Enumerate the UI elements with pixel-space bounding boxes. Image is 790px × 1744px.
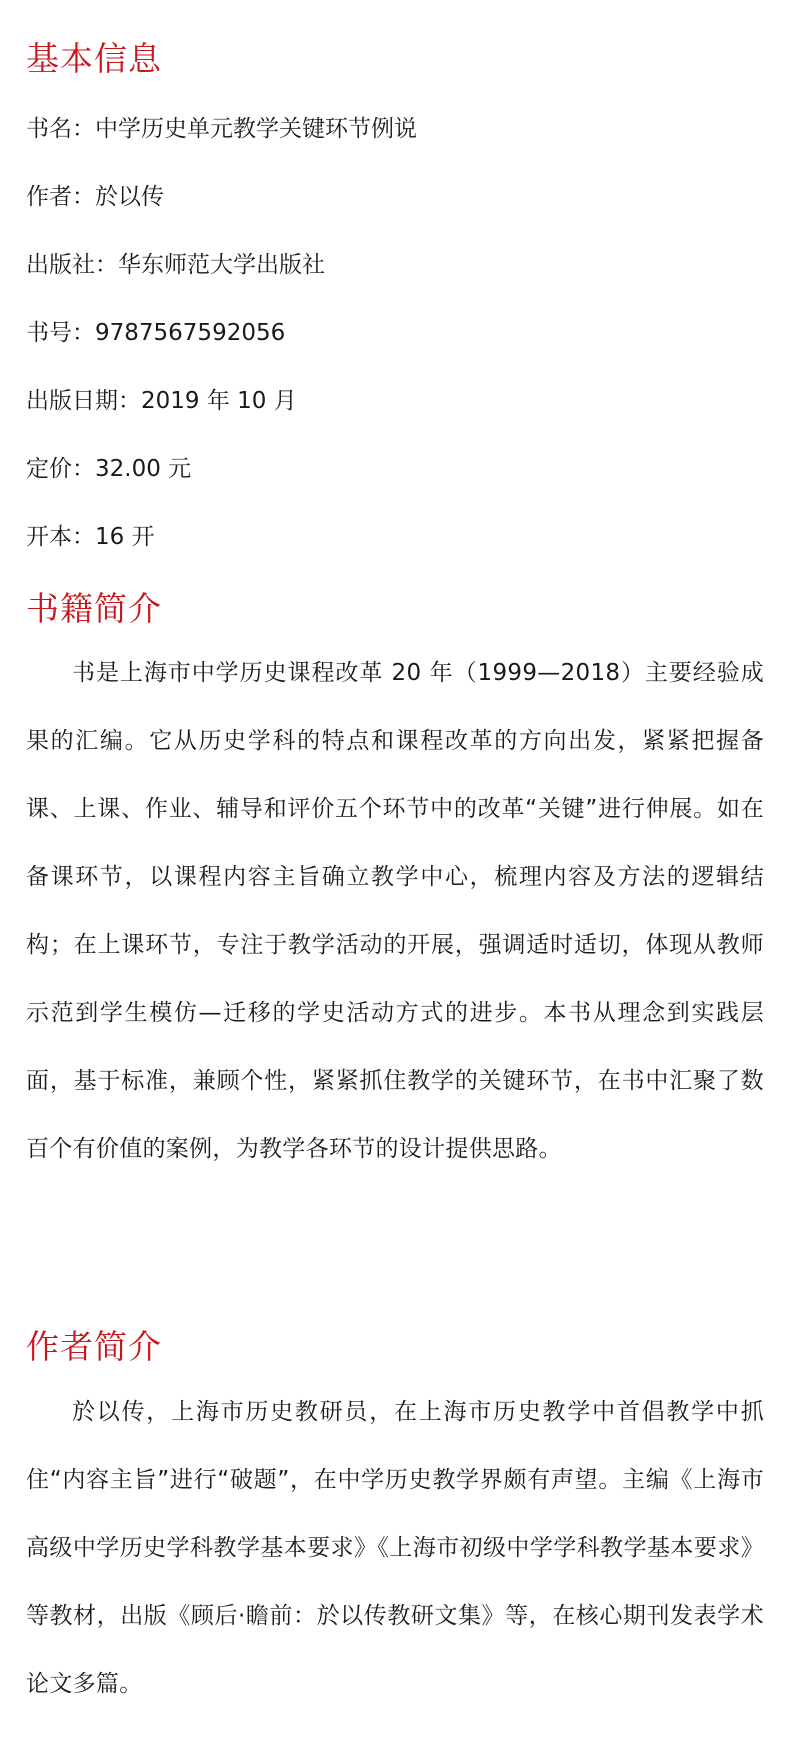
info-row-price [26,452,764,486]
info-value: 9787567592056 [95,320,286,346]
author-intro-heading: 作者简介 [26,1327,162,1366]
info-value: 中学历史单元教学关键环节例说 [95,116,417,142]
basic-info-heading: 基本信息 [26,39,162,78]
author-intro-paragraph: 於以传，上海市历史教研员，在上海市历史教学中首倡教学中抓住“内容主旨”进行“破题”，在中学历史教学界颇有声望。主编《上海市高级中学历史学科教学基本要求》《上海市初级中学学科教学基本要求》等教材，出版《顾后·瞻前：於以传教研文集》等，在核心期刊发表学术论文多篇。 [26,1399,764,1697]
info-row-format [26,520,764,554]
info-label: 作者： [26,184,95,210]
book-intro-heading: 书籍简介 [26,589,162,628]
info-label: 开本： [26,524,95,550]
basic-info-list [26,112,764,588]
info-value: 於以传 [95,184,164,210]
info-label: 出版日期： [26,388,141,414]
info-row-publish-date [26,384,764,418]
book-intro-paragraph: 书是上海市中学历史课程改革 20 年（1999—2018）主要经验成果的汇编。它从历史学科的特点和课程改革的方向出发，紧紧把握备课、上课、作业、辅导和评价五个环节中的改革“关键”进行伸展。如在备课环节，以课程内容主旨确立教学中心，梳理内容及方法的逻辑结构；在上课环节，专注于教学活动的开展，强调适时适切，体现从教师示范到学生模仿—迁移的学史活动方式的进步。本书从理念到实践层面，基于标准，兼顾个性，紧紧抓住教学的关键环节，在书中汇聚了数百个有价值的案例，为教学各环节的设计提供思路。 [26,660,764,1162]
info-row-publisher [26,248,764,282]
info-value: 16 开 [95,524,155,550]
info-row-isbn [26,316,764,350]
info-row-author [26,180,764,214]
info-label: 书号： [26,320,95,346]
info-label: 书名： [26,116,95,142]
info-label: 定价： [26,456,95,482]
info-value: 2019 年 10 月 [141,388,297,414]
info-value: 华东师范大学出版社 [118,252,325,278]
info-value: 32.00 元 [95,456,192,482]
info-row-title [26,112,764,146]
info-label: 出版社： [26,252,118,278]
